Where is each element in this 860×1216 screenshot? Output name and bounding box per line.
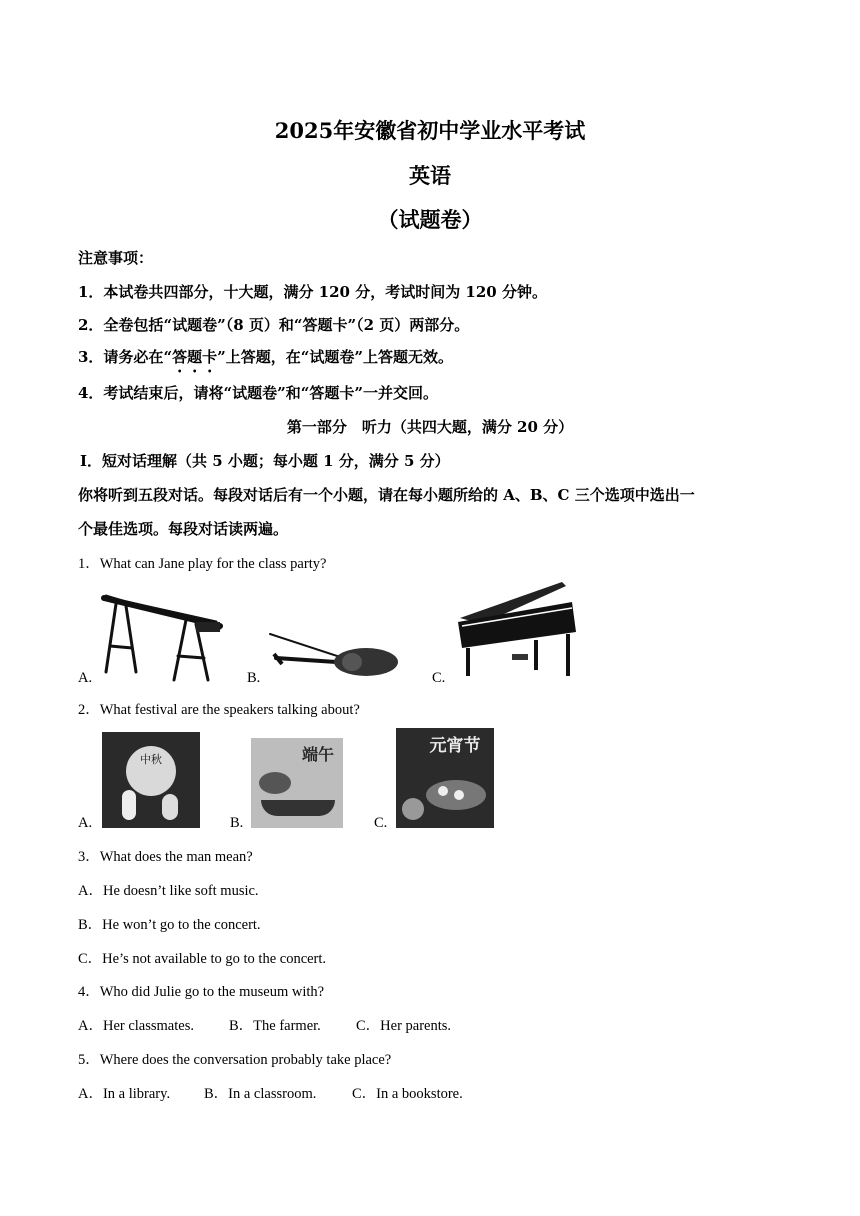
question-4-stem: 4．Who did Julie go to the museum with?	[78, 984, 325, 1000]
violin-icon	[266, 628, 404, 684]
question-2-stem: 2．What festival are the speakers talking about?	[78, 702, 360, 718]
instructions-line-2: 个最佳选项。每段对话读两遍。	[78, 520, 289, 538]
notice-heading: 注意事项：	[78, 249, 154, 267]
section1-heading: Ⅰ．短对话理解（共 5 小题；每小题 1 分，满分 5 分）	[80, 452, 450, 470]
q1-option-a-label: A.	[78, 670, 93, 686]
q3-option-b: B．He won’t go to the concert.	[78, 917, 261, 933]
q1-option-c-label: C.	[432, 670, 446, 686]
q1-option-b-label: B.	[247, 670, 261, 686]
mid-autumn-text: 中秋	[140, 753, 162, 766]
question-3-stem: 3．What does the man mean?	[78, 849, 253, 865]
piano-icon	[452, 578, 580, 684]
exam-title: 2025年安徽省初中学业水平考试	[274, 118, 586, 143]
question-1-stem: 1．What can Jane play for the class party?	[78, 556, 327, 572]
notice-item-4: 4．考试结束后，请将“试题卷”和“答题卡”一并交回。	[78, 384, 438, 402]
dragon-boat-poster-icon	[251, 738, 343, 828]
q3-option-a: A．He doesn’t like soft music.	[78, 883, 259, 899]
question-5-stem: 5．Where does the conversation probably take place?	[78, 1052, 392, 1068]
q4-option-a: A．Her classmates.	[78, 1018, 194, 1034]
q4-option-b: B．The farmer.	[229, 1018, 321, 1034]
q2-option-b-label: B.	[230, 815, 244, 831]
q5-option-c: C．In a bookstore.	[352, 1086, 463, 1102]
notice-item-1: 1．本试卷共四部分，十大题，满分 120 分，考试时间为 120 分钟。	[78, 283, 547, 301]
q4-option-c: C．Her parents.	[356, 1018, 452, 1034]
subject-title: 英语	[409, 163, 451, 188]
notice-item-2: 2．全卷包括“试题卷”（8 页）和“答题卡”（2 页）两部分。	[78, 316, 470, 334]
part1-heading: 第一部分 听力（共四大题，满分 20 分）	[286, 418, 574, 436]
dragon-boat-text: 端午	[301, 745, 334, 764]
mid-autumn-poster-icon	[102, 732, 200, 828]
answer-card-emphasis: 答题卡	[172, 348, 218, 366]
notice-item-3-prefix: 3．请务必在“	[78, 348, 173, 366]
q5-option-b: B．In a classroom.	[204, 1086, 317, 1102]
notice-item-3	[78, 346, 453, 376]
q3-option-c: C．He’s not available to go to the concert.	[78, 951, 327, 967]
q5-option-a: A．In a library.	[78, 1086, 171, 1102]
q2-option-a-label: A.	[78, 815, 93, 831]
lantern-festival-poster-icon	[396, 728, 494, 828]
q2-option-c-label: C.	[374, 815, 388, 831]
guzheng-icon	[96, 586, 226, 682]
lantern-festival-text: 元宵节	[429, 736, 481, 756]
notice-item-3-suffix: ”上答题，在“试题卷”上答题无效。	[217, 348, 453, 366]
paper-type-title: （试题卷）	[377, 207, 483, 232]
instructions-line-1: 你将听到五段对话。每段对话后有一个小题，请在每小题所给的 A、B、C 三个选项中选出一	[78, 486, 695, 504]
